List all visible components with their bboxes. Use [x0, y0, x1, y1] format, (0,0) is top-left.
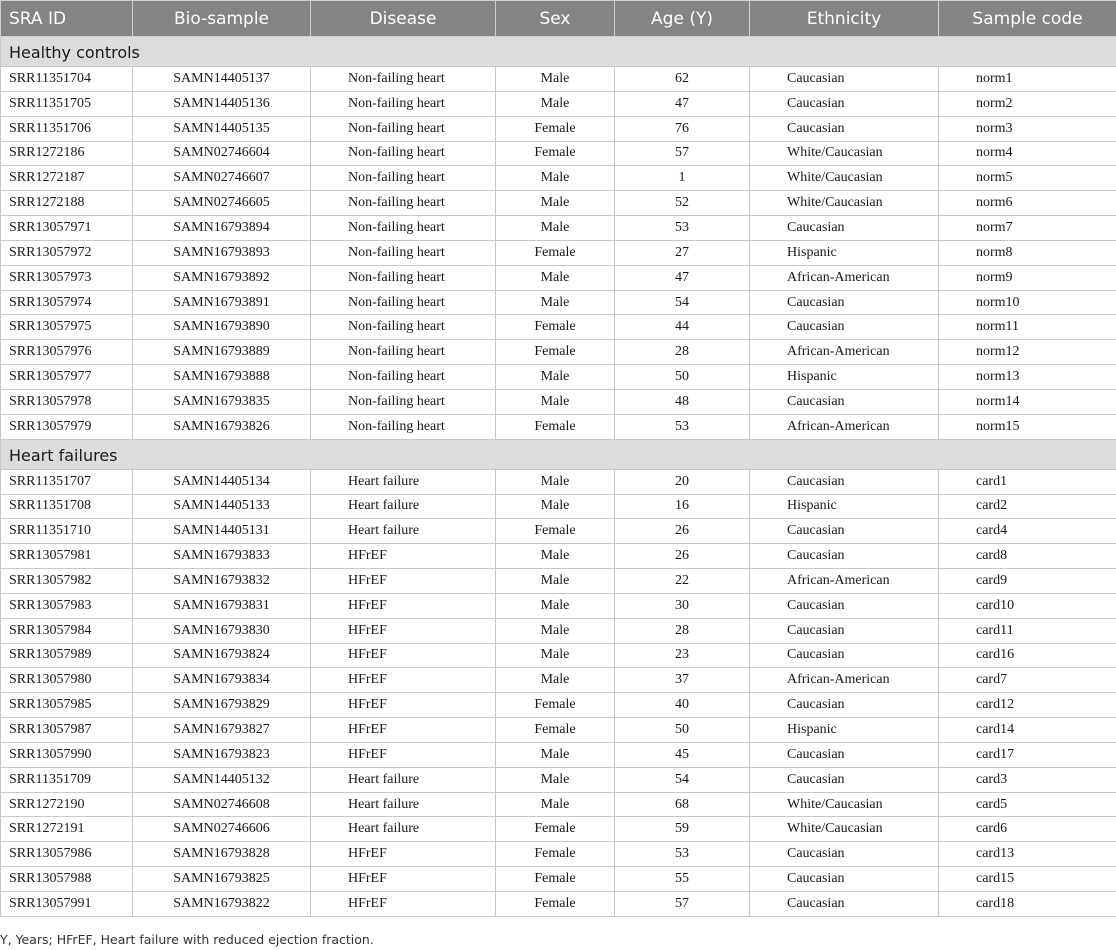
bio-sample-cell: SAMN16793831	[133, 593, 311, 618]
sample-code-cell: norm1	[939, 67, 1116, 92]
ethnicity-cell: African-American	[750, 569, 939, 594]
disease-cell: HFrEF	[311, 693, 496, 718]
sra-id-cell: SRR13057982	[1, 569, 133, 594]
table-row	[1, 365, 1116, 390]
ethnicity-cell: Caucasian	[750, 91, 939, 116]
ethnicity-cell: Hispanic	[750, 365, 939, 390]
sex-cell: Female	[496, 141, 615, 166]
sra-id-cell: SRR1272191	[1, 817, 133, 842]
sample-code-cell: card9	[939, 569, 1116, 594]
bio-sample-cell: SAMN16793890	[133, 315, 311, 340]
age-cell: 52	[615, 191, 750, 216]
age-cell: 16	[615, 494, 750, 519]
sample-code-cell: norm12	[939, 340, 1116, 365]
disease-cell: Non-failing heart	[311, 290, 496, 315]
sex-cell: Male	[496, 544, 615, 569]
sra-id-cell: SRR13057989	[1, 643, 133, 668]
age-cell: 62	[615, 67, 750, 92]
sample-code-cell: norm13	[939, 365, 1116, 390]
disease-cell: HFrEF	[311, 718, 496, 743]
bio-sample-cell: SAMN16793892	[133, 265, 311, 290]
bio-sample-cell: SAMN16793825	[133, 867, 311, 892]
disease-cell: Non-failing heart	[311, 141, 496, 166]
table-row	[1, 742, 1116, 767]
age-cell: 27	[615, 240, 750, 265]
sra-id-cell: SRR11351704	[1, 67, 133, 92]
table-row	[1, 91, 1116, 116]
sex-cell: Male	[496, 668, 615, 693]
ethnicity-cell: Caucasian	[750, 767, 939, 792]
sex-cell: Male	[496, 265, 615, 290]
table-row	[1, 494, 1116, 519]
disease-cell: Heart failure	[311, 469, 496, 494]
disease-cell: HFrEF	[311, 643, 496, 668]
age-cell: 23	[615, 643, 750, 668]
age-cell: 53	[615, 842, 750, 867]
ethnicity-cell: Caucasian	[750, 290, 939, 315]
sex-cell: Male	[496, 91, 615, 116]
ethnicity-cell: Caucasian	[750, 389, 939, 414]
sample-code-cell: card6	[939, 817, 1116, 842]
sample-code-cell: card7	[939, 668, 1116, 693]
ethnicity-cell: African-American	[750, 668, 939, 693]
sra-id-cell: SRR13057987	[1, 718, 133, 743]
sra-id-cell: SRR13057978	[1, 389, 133, 414]
sra-id-cell: SRR11351710	[1, 519, 133, 544]
bio-sample-cell: SAMN16793891	[133, 290, 311, 315]
table-row	[1, 569, 1116, 594]
sra-id-cell: SRR11351706	[1, 116, 133, 141]
disease-cell: Non-failing heart	[311, 340, 496, 365]
sra-id-cell: SRR13057991	[1, 892, 133, 917]
column-header-bio-sample: Bio-sample	[133, 1, 311, 37]
sra-id-cell: SRR11351705	[1, 91, 133, 116]
table-row	[1, 389, 1116, 414]
sample-code-cell: norm8	[939, 240, 1116, 265]
sample-code-cell: card18	[939, 892, 1116, 917]
table-row	[1, 817, 1116, 842]
sample-code-cell: card1	[939, 469, 1116, 494]
ethnicity-cell: African-American	[750, 340, 939, 365]
bio-sample-cell: SAMN16793823	[133, 742, 311, 767]
disease-cell: Non-failing heart	[311, 116, 496, 141]
table-row	[1, 290, 1116, 315]
sra-id-cell: SRR13057972	[1, 240, 133, 265]
disease-cell: Heart failure	[311, 767, 496, 792]
disease-cell: Heart failure	[311, 792, 496, 817]
age-cell: 50	[615, 718, 750, 743]
bio-sample-cell: SAMN16793826	[133, 414, 311, 439]
sex-cell: Female	[496, 414, 615, 439]
bio-sample-cell: SAMN16793889	[133, 340, 311, 365]
bio-sample-cell: SAMN16793827	[133, 718, 311, 743]
sample-code-cell: norm15	[939, 414, 1116, 439]
bio-sample-cell: SAMN14405137	[133, 67, 311, 92]
column-header-ethnicity: Ethnicity	[750, 1, 939, 37]
bio-sample-cell: SAMN14405136	[133, 91, 311, 116]
age-cell: 57	[615, 141, 750, 166]
table-row	[1, 668, 1116, 693]
ethnicity-cell: Caucasian	[750, 116, 939, 141]
sex-cell: Male	[496, 166, 615, 191]
ethnicity-cell: Hispanic	[750, 494, 939, 519]
bio-sample-cell: SAMN16793893	[133, 240, 311, 265]
sex-cell: Female	[496, 116, 615, 141]
sra-id-cell: SRR13057985	[1, 693, 133, 718]
sample-code-cell: norm7	[939, 216, 1116, 241]
disease-cell: HFrEF	[311, 544, 496, 569]
sex-cell: Female	[496, 842, 615, 867]
bio-sample-cell: SAMN02746605	[133, 191, 311, 216]
ethnicity-cell: Caucasian	[750, 544, 939, 569]
sex-cell: Male	[496, 216, 615, 241]
sra-id-cell: SRR13057977	[1, 365, 133, 390]
age-cell: 1	[615, 166, 750, 191]
age-cell: 26	[615, 544, 750, 569]
ethnicity-cell: White/Caucasian	[750, 817, 939, 842]
table-row	[1, 519, 1116, 544]
table-row	[1, 414, 1116, 439]
bio-sample-cell: SAMN14405133	[133, 494, 311, 519]
sra-id-cell: SRR13057980	[1, 668, 133, 693]
sex-cell: Female	[496, 718, 615, 743]
disease-cell: Non-failing heart	[311, 315, 496, 340]
ethnicity-cell: Hispanic	[750, 240, 939, 265]
sample-code-cell: card10	[939, 593, 1116, 618]
sra-id-cell: SRR13057981	[1, 544, 133, 569]
sex-cell: Male	[496, 389, 615, 414]
bio-sample-cell: SAMN14405131	[133, 519, 311, 544]
sex-cell: Male	[496, 469, 615, 494]
table-row	[1, 67, 1116, 92]
sample-code-cell: card16	[939, 643, 1116, 668]
sra-id-cell: SRR13057988	[1, 867, 133, 892]
age-cell: 44	[615, 315, 750, 340]
disease-cell: HFrEF	[311, 842, 496, 867]
disease-cell: HFrEF	[311, 867, 496, 892]
table-row	[1, 693, 1116, 718]
sra-id-cell: SRR13057983	[1, 593, 133, 618]
sra-id-cell: SRR1272187	[1, 166, 133, 191]
ethnicity-cell: Caucasian	[750, 469, 939, 494]
age-cell: 30	[615, 593, 750, 618]
sample-code-cell: card17	[939, 742, 1116, 767]
age-cell: 53	[615, 414, 750, 439]
sra-id-cell: SRR1272190	[1, 792, 133, 817]
sample-code-cell: card12	[939, 693, 1116, 718]
table-row	[1, 216, 1116, 241]
disease-cell: Non-failing heart	[311, 240, 496, 265]
sample-code-cell: norm4	[939, 141, 1116, 166]
age-cell: 48	[615, 389, 750, 414]
age-cell: 22	[615, 569, 750, 594]
table-body	[1, 37, 1116, 917]
bio-sample-cell: SAMN16793835	[133, 389, 311, 414]
age-cell: 37	[615, 668, 750, 693]
bio-sample-cell: SAMN16793824	[133, 643, 311, 668]
bio-sample-cell: SAMN16793888	[133, 365, 311, 390]
table-row	[1, 643, 1116, 668]
table-row	[1, 469, 1116, 494]
sra-id-cell: SRR11351709	[1, 767, 133, 792]
ethnicity-cell: Caucasian	[750, 643, 939, 668]
sex-cell: Male	[496, 290, 615, 315]
age-cell: 76	[615, 116, 750, 141]
sample-code-cell: norm11	[939, 315, 1116, 340]
sex-cell: Male	[496, 191, 615, 216]
ethnicity-cell: White/Caucasian	[750, 792, 939, 817]
column-header-sample-code: Sample code	[939, 1, 1116, 37]
age-cell: 53	[615, 216, 750, 241]
sra-id-cell: SRR13057986	[1, 842, 133, 867]
sex-cell: Male	[496, 593, 615, 618]
sex-cell: Male	[496, 767, 615, 792]
sample-code-cell: card5	[939, 792, 1116, 817]
age-cell: 28	[615, 618, 750, 643]
sra-id-cell: SRR13057973	[1, 265, 133, 290]
table-row	[1, 792, 1116, 817]
ethnicity-cell: Caucasian	[750, 593, 939, 618]
age-cell: 47	[615, 91, 750, 116]
age-cell: 68	[615, 792, 750, 817]
disease-cell: Non-failing heart	[311, 265, 496, 290]
ethnicity-cell: Caucasian	[750, 618, 939, 643]
age-cell: 54	[615, 290, 750, 315]
column-header-disease: Disease	[311, 1, 496, 37]
sample-code-cell: norm3	[939, 116, 1116, 141]
sra-id-cell: SRR1272186	[1, 141, 133, 166]
ethnicity-cell: Caucasian	[750, 67, 939, 92]
table-row	[1, 867, 1116, 892]
sample-code-cell: card3	[939, 767, 1116, 792]
sex-cell: Female	[496, 693, 615, 718]
table-row	[1, 593, 1116, 618]
table-row	[1, 892, 1116, 917]
table-row	[1, 340, 1116, 365]
column-header-sex: Sex	[496, 1, 615, 37]
table-row	[1, 718, 1116, 743]
table-row	[1, 767, 1116, 792]
disease-cell: Non-failing heart	[311, 166, 496, 191]
bio-sample-cell: SAMN02746606	[133, 817, 311, 842]
sample-code-cell: norm5	[939, 166, 1116, 191]
ethnicity-cell: White/Caucasian	[750, 166, 939, 191]
table-row	[1, 544, 1116, 569]
bio-sample-cell: SAMN14405134	[133, 469, 311, 494]
table-row	[1, 240, 1116, 265]
sex-cell: Male	[496, 569, 615, 594]
sample-code-cell: norm6	[939, 191, 1116, 216]
ethnicity-cell: Caucasian	[750, 742, 939, 767]
age-cell: 40	[615, 693, 750, 718]
bio-sample-cell: SAMN16793894	[133, 216, 311, 241]
group-label: Heart failures	[1, 439, 1116, 469]
age-cell: 57	[615, 892, 750, 917]
table-footnote: Y, Years; HFrEF, Heart failure with reduced ejection fraction.	[0, 932, 374, 947]
sample-code-cell: norm2	[939, 91, 1116, 116]
table-row	[1, 315, 1116, 340]
table-row	[1, 842, 1116, 867]
sex-cell: Male	[496, 643, 615, 668]
age-cell: 47	[615, 265, 750, 290]
ethnicity-cell: Hispanic	[750, 718, 939, 743]
sex-cell: Male	[496, 365, 615, 390]
bio-sample-cell: SAMN14405135	[133, 116, 311, 141]
group-header-row	[1, 439, 1116, 469]
sex-cell: Female	[496, 340, 615, 365]
disease-cell: HFrEF	[311, 892, 496, 917]
sra-id-cell: SRR13057975	[1, 315, 133, 340]
sex-cell: Female	[496, 817, 615, 842]
sra-id-cell: SRR13057976	[1, 340, 133, 365]
sample-code-cell: card11	[939, 618, 1116, 643]
disease-cell: Non-failing heart	[311, 91, 496, 116]
bio-sample-cell: SAMN02746604	[133, 141, 311, 166]
sex-cell: Male	[496, 792, 615, 817]
sex-cell: Female	[496, 519, 615, 544]
sample-code-cell: card13	[939, 842, 1116, 867]
bio-sample-cell: SAMN16793822	[133, 892, 311, 917]
disease-cell: Non-failing heart	[311, 365, 496, 390]
disease-cell: HFrEF	[311, 618, 496, 643]
disease-cell: Non-failing heart	[311, 216, 496, 241]
sra-id-cell: SRR13057971	[1, 216, 133, 241]
table-row	[1, 191, 1116, 216]
bio-sample-cell: SAMN16793829	[133, 693, 311, 718]
sra-id-cell: SRR11351707	[1, 469, 133, 494]
column-header-age: Age (Y)	[615, 1, 750, 37]
group-header-row	[1, 37, 1116, 67]
disease-cell: Heart failure	[311, 519, 496, 544]
sra-id-cell: SRR11351708	[1, 494, 133, 519]
age-cell: 50	[615, 365, 750, 390]
ethnicity-cell: White/Caucasian	[750, 191, 939, 216]
sample-code-cell: card2	[939, 494, 1116, 519]
column-header-sra-id: SRA ID	[1, 1, 133, 37]
sample-code-cell: norm10	[939, 290, 1116, 315]
sex-cell: Male	[496, 618, 615, 643]
table-row	[1, 166, 1116, 191]
age-cell: 26	[615, 519, 750, 544]
ethnicity-cell: African-American	[750, 414, 939, 439]
ethnicity-cell: Caucasian	[750, 216, 939, 241]
bio-sample-cell: SAMN16793832	[133, 569, 311, 594]
bio-sample-cell: SAMN16793830	[133, 618, 311, 643]
ethnicity-cell: Caucasian	[750, 315, 939, 340]
sex-cell: Male	[496, 67, 615, 92]
ethnicity-cell: Caucasian	[750, 892, 939, 917]
sample-code-cell: norm14	[939, 389, 1116, 414]
disease-cell: Non-failing heart	[311, 389, 496, 414]
age-cell: 20	[615, 469, 750, 494]
sex-cell: Male	[496, 494, 615, 519]
ethnicity-cell: Caucasian	[750, 867, 939, 892]
ethnicity-cell: Caucasian	[750, 519, 939, 544]
disease-cell: Non-failing heart	[311, 67, 496, 92]
bio-sample-cell: SAMN02746607	[133, 166, 311, 191]
table-row	[1, 618, 1116, 643]
ethnicity-cell: Caucasian	[750, 693, 939, 718]
bio-sample-cell: SAMN16793833	[133, 544, 311, 569]
age-cell: 54	[615, 767, 750, 792]
disease-cell: HFrEF	[311, 569, 496, 594]
age-cell: 55	[615, 867, 750, 892]
sra-id-cell: SRR13057990	[1, 742, 133, 767]
sex-cell: Female	[496, 240, 615, 265]
bio-sample-cell: SAMN02746608	[133, 792, 311, 817]
table-row	[1, 265, 1116, 290]
age-cell: 28	[615, 340, 750, 365]
age-cell: 45	[615, 742, 750, 767]
sample-code-cell: norm9	[939, 265, 1116, 290]
sample-code-cell: card4	[939, 519, 1116, 544]
sra-id-cell: SRR13057974	[1, 290, 133, 315]
sex-cell: Female	[496, 867, 615, 892]
table-row	[1, 116, 1116, 141]
disease-cell: HFrEF	[311, 593, 496, 618]
sex-cell: Female	[496, 315, 615, 340]
sample-code-cell: card8	[939, 544, 1116, 569]
disease-cell: Heart failure	[311, 494, 496, 519]
sample-code-cell: card15	[939, 867, 1116, 892]
sex-cell: Male	[496, 742, 615, 767]
header-row	[1, 1, 1116, 37]
table-header	[1, 1, 1116, 37]
sample-code-cell: card14	[939, 718, 1116, 743]
group-label: Healthy controls	[1, 37, 1116, 67]
disease-cell: HFrEF	[311, 668, 496, 693]
ethnicity-cell: Caucasian	[750, 842, 939, 867]
ethnicity-cell: African-American	[750, 265, 939, 290]
sex-cell: Female	[496, 892, 615, 917]
table-row	[1, 141, 1116, 166]
disease-cell: HFrEF	[311, 742, 496, 767]
disease-cell: Non-failing heart	[311, 414, 496, 439]
age-cell: 59	[615, 817, 750, 842]
sra-id-cell: SRR13057984	[1, 618, 133, 643]
disease-cell: Non-failing heart	[311, 191, 496, 216]
bio-sample-cell: SAMN16793828	[133, 842, 311, 867]
sra-id-cell: SRR13057979	[1, 414, 133, 439]
bio-sample-cell: SAMN14405132	[133, 767, 311, 792]
bio-sample-cell: SAMN16793834	[133, 668, 311, 693]
disease-cell: Heart failure	[311, 817, 496, 842]
sra-id-cell: SRR1272188	[1, 191, 133, 216]
ethnicity-cell: White/Caucasian	[750, 141, 939, 166]
